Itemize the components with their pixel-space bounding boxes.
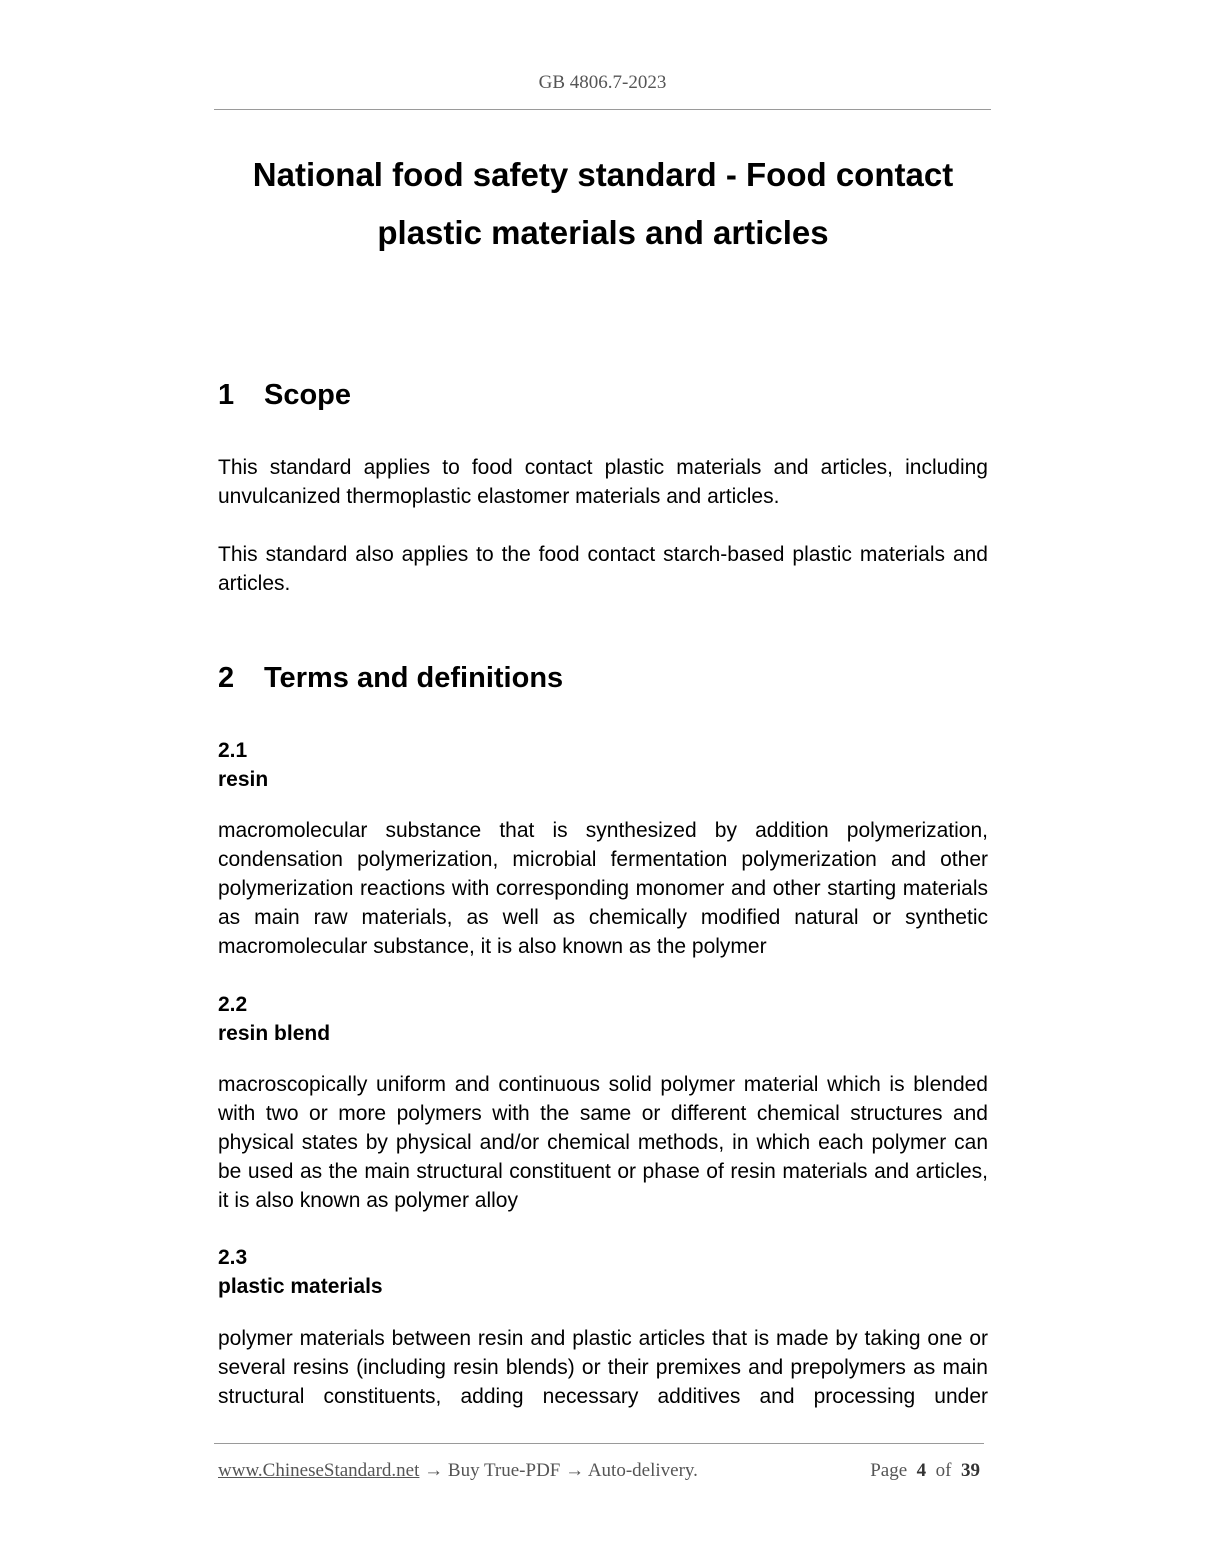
page-label: Page [870,1460,908,1481]
section-title: Scope [264,379,352,411]
term-number: 2.2 [218,993,248,1016]
section-heading-terms [218,660,563,696]
section-heading-scope [218,377,351,413]
term-name: resin blend [218,1022,331,1045]
document-title [218,146,988,262]
footer-tagline: → Buy True-PDF → Auto-delivery. [419,1460,698,1481]
section-number: 1 [218,379,235,411]
term-heading-2-1 [218,736,268,794]
title-line-2: plastic materials and articles [377,214,829,251]
page-total: 39 [961,1460,980,1481]
term-number: 2.1 [218,739,248,762]
term-definition-2-1: macromolecular substance that is synthesized by addition polymerization, condensation polymerization, microbial fermentation polymerization and other polymerization reactions with corresponding monomer and other starting materials as main raw materials, as well as chemically modified natural or synthetic macromolecular substance, it is also known as the polymer [218,819,988,958]
term-heading-2-3 [218,1243,383,1301]
page-of: of [935,1460,952,1481]
term-definition-2-3: polymer materials between resin and plastic articles that is made by taking one or several resins (including resin blends) or their premixes and prepolymers as main structural constituents, adding necessary additives and processing under [218,1327,988,1408]
term-name: resin [218,768,269,791]
page-current: 4 [916,1460,927,1481]
section-title: Terms and definitions [264,662,564,694]
footer-promo [218,1460,698,1482]
website-link[interactable]: www.ChineseStandard.net [218,1460,420,1481]
scope-paragraph-1: This standard applies to food contact plastic materials and articles, including unvulcanized thermoplastic elastomer materials and articles. [218,456,988,508]
term-heading-2-2 [218,990,330,1048]
term-definition-2-2: macroscopically uniform and continuous solid polymer material which is blended with two or more polymers with the same or different chemical structures and physical states by physical and/or chemical methods, in which each polymer can be used as the main structural constituent or phase of resin materials and articles, it is also known as polymer alloy [218,1073,988,1212]
page-number [870,1460,980,1482]
term-number: 2.3 [218,1246,248,1269]
footer-divider [214,1443,984,1444]
term-name: plastic materials [218,1275,383,1298]
page-footer [218,1460,980,1482]
title-line-1: National food safety standard - Food contact [252,156,954,193]
document-code-header: GB 4806.7-2023 [538,72,667,93]
header-divider [214,109,991,110]
section-number: 2 [218,662,235,694]
scope-paragraph-2: This standard also applies to the food contact starch-based plastic materials and articles. [218,543,988,595]
